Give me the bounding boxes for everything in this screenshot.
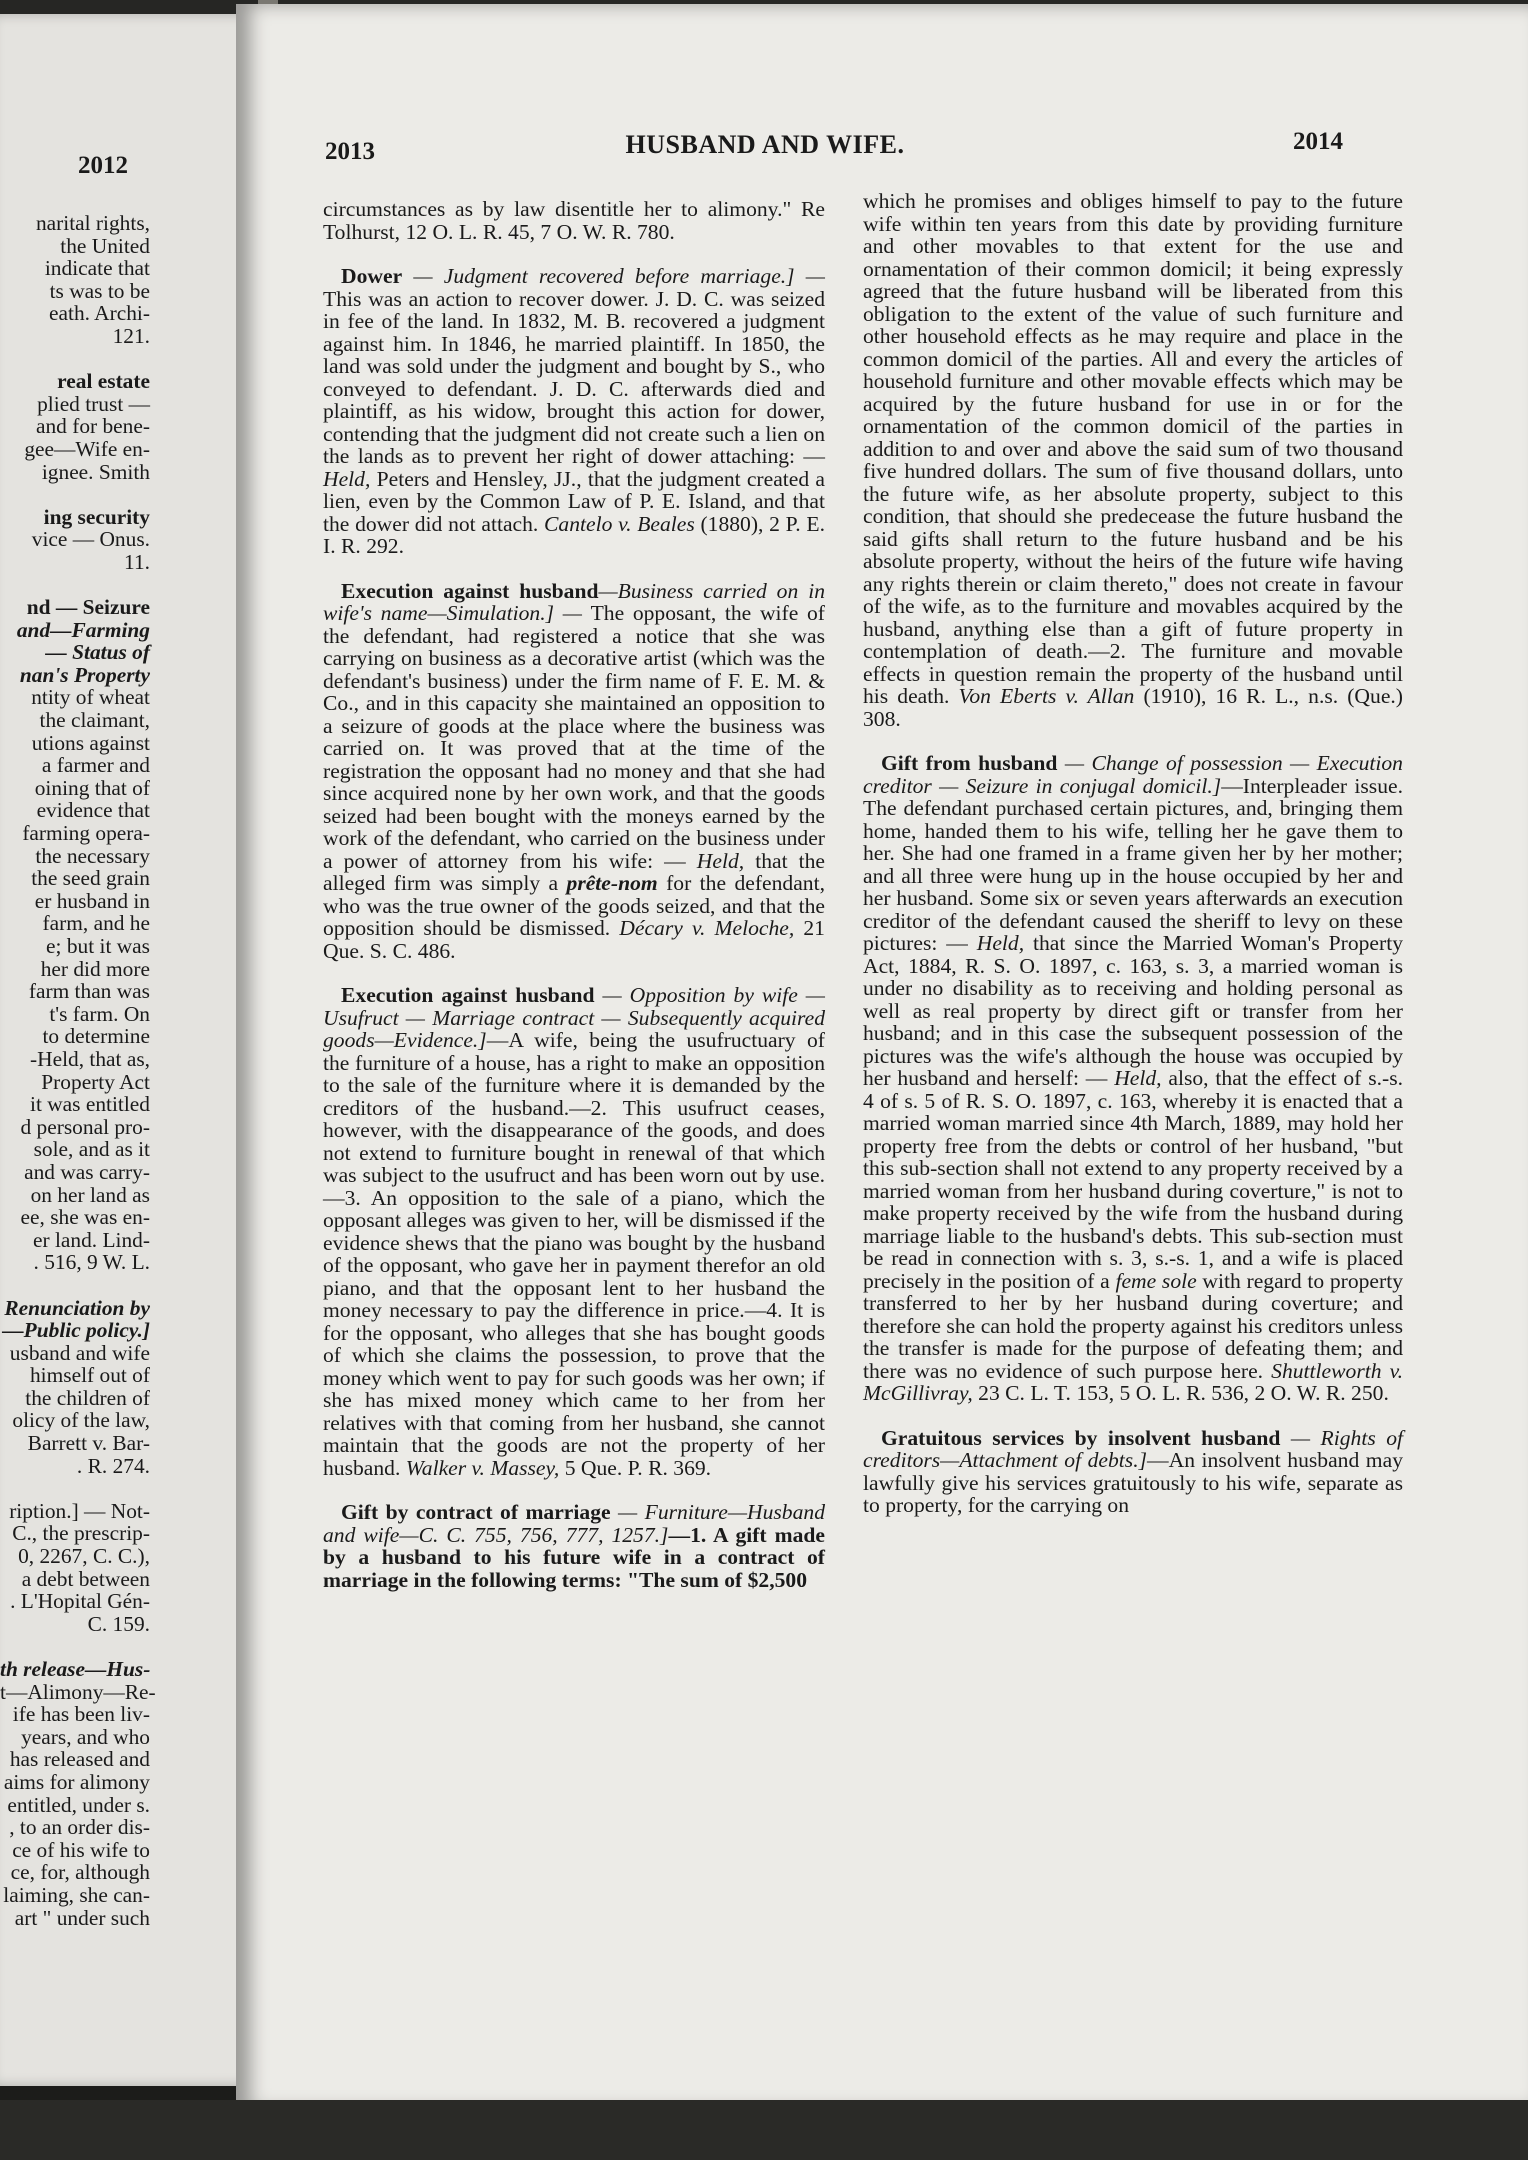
entry-body: which he promises and obliges himself to pay to the future wife within ten years from this date by providing furniture and other movables to that extent for the use and ornamentation of their common domicil; it being expressly agreed that the future husband will be liberated from this obligation to the extent of the value of such furniture and other household effects as he may require and place in the common domicil of the parties. All and every the articles of household furniture and other movable effects which may be acquired by the future husband for use in or for the ornamentation of the common domicil of the parties in addition to and over and above the said sum of two thousand five hundred dollars. The sum of five thousand dollars, unto the future wife, as her absolute property, subject to this condition, that should she predecease the future husband the said gifts shall return to the future husband and be his absolute property, without the heirs of the future wife having any rights therein or claim thereto," does not create in favour of the wife, as to the furniture and movables acquired by the husband, anything else than a gift of future property in contemplation of death.—2. The furniture and movable effects in question remain the property of the husband until his death. [863,189,1403,708]
citation-reference: 21 Que. S. C. 486. [323,916,825,963]
left-page-line: art " under such [14,1905,150,1930]
entry-body: also, that the effect of s.-s. 4 of s. 5 of R. S. O. 1897, c. 163, whereby it is enacted that a married woman married since 4th March, 1889, may hold her property free from the debts or control of her husband, "but this sub-section shall not extend to any property received by a married woman from her husband during coverture," is not to make property received by the wife from the husband during marriage liable to the husband's debts. This sub-section must be read in connection with s. 3, s.-s. 1, and a wife is placed precisely in the position of a [863,1066,1403,1293]
entry-body: with regard to property transferred to her by her husband during coverture; and therefore she can hold the property against his creditors unless the transfer is made for the purpose of defeating them; and there was no evidence of such purpose here. [863,1268,1403,1383]
citation-reference: 23 C. L. T. 153, 5 O. L. R. 536, 2 O. W. R. 250. [972,1381,1389,1405]
held-label: Held, [696,848,745,873]
entry-heading: Dower [341,264,403,288]
line-spacer [0,1274,150,1297]
entry-dower [323,265,825,558]
left-page-line: ife has been liv- [12,1702,150,1727]
left-page-line: . L'Hopital Gén- [10,1589,150,1614]
left-page-line: himself out of [29,1363,150,1388]
entry-subheading: —Business carried on in wife's name—Simulation.] — [323,578,825,625]
left-page-line: oining that of [34,775,150,800]
entry-subheading: — Rights of creditors—Attachment of debts.] [863,1425,1403,1472]
left-page-line: ts was to be [49,278,150,303]
left-page-line: real estate [57,369,150,394]
page-number-2013: 2013 [325,138,375,165]
term-feme-sole: feme sole [1115,1268,1197,1293]
entry-body: This was an action to recover dower. J. D. C. was seized in fee of the land. In 1832, M. B. recovered a judgment against him. In 1846, he married plaintiff. In 1850, the land was sold under the judgment and bought by S., who conveyed to defendant. J. D. C. afterwards died and plaintiff, as his widow, brought this action for dower, contending that the judgment did not create such a lien on the lands as to prevent her right of dower attaching: — [323,286,825,468]
left-page-line: t—Alimony—Re- [0,1679,156,1704]
left-page-line: and was carry- [24,1159,150,1184]
entry-body: —A wife, being the usufructuary of the furniture of a house, has a right to make an opposition to the sale of the furniture where it is demanded by the creditors of the husband.—2. This usufruct ceases, however, with the disappearance of the goods, and does not extend to furniture bought in renewal of that which was subject to the usufruct and has been worn out by use.—3. An opposition to the sale of a piano, which the opposant alleges was given to her, will be dismissed if the evidence shews that the piano was bought by the husband of the opposant, who gave her in payment therefor an old piano, and that the opposant lent to her husband the money necessary to pay the difference in price.—4. It is for the opposant, who alleges that she has bought goods of which she claims the possession, to prove that the money which went to pay for such goods was her own; if she has mixed money which came to her from her relatives with that coming from her husband, she cannot maintain that the goods are not the property of her husband. [323,1028,825,1480]
left-page-line: a farmer and [41,753,150,778]
entry-heading: Gift from husband [881,751,1058,775]
left-page-line: indicate that [44,256,150,281]
left-page-line: ee, she was en- [20,1205,150,1230]
left-page-line: ntity of wheat [31,685,150,710]
entry-execution-against-husband-1 [323,580,825,963]
case-citation: Von Eberts v. Allan [958,684,1135,708]
left-page-line: . R. 274. [76,1453,150,1478]
left-page-line: it was entitled [30,1092,150,1117]
left-page-line: aims for alimony [3,1769,150,1794]
left-page-line: farm, and he [42,911,150,936]
entry-body: for the defendant, who was the true owner of the goods seized, and that the opposition should be dismissed. [323,871,825,940]
left-page-line: sole, and as it [33,1137,150,1162]
left-page-text-fragments [0,211,156,1930]
left-page-line: plied trust — [37,391,150,416]
scanner-bottom-edge [0,2100,1528,2160]
left-page-line: 11. [124,549,150,574]
entry-heading: Gift by contract of marriage [341,1500,611,1524]
entry-body: —An insolvent husband may lawfully give his services gratuitously to his wife, separate as to property, for the carrying on [863,1448,1403,1517]
left-page-line: -Held, that as, [30,1046,150,1071]
entry-heading: Execution against husband [341,983,595,1007]
entry-gift-from-husband [863,752,1403,1405]
line-spacer [0,1635,150,1658]
line-spacer [0,483,150,506]
left-page-line: t's farm. On [49,1001,150,1026]
left-page-line: has released and [9,1747,150,1772]
case-citation: Décary v. Meloche, [619,916,795,940]
left-page-line: d personal pro- [20,1114,150,1139]
entry-heading: Execution against husband [341,578,599,603]
entry-body: The opposant, the wife of the defendant, had registered a notice that she was carrying on business as a decorative artist (which was the defendant's business) under the firm name of F. E. M. & Co., and in this capacity she maintained an opposition to a seizure of goods at the place where the business was carried on. It was proved that at the time of the registration the opposant had no money and that she had since acquired none by her own work, and that the goods seized had been bought with the moneys earned by the work of the defendant, who carried on the business under a power of attorney from his wife: — [323,601,825,873]
text-column-1 [323,198,825,1591]
left-page-line: Barrett v. Bar- [27,1431,150,1456]
left-page-line: e; but it was [46,934,150,958]
entry-gift-by-contract-of-marriage [323,1501,825,1591]
left-page-line: usband and wife [9,1340,150,1365]
left-page-line: and for bene- [35,414,150,439]
entry-body: —Interpleader issue. The defendant purchased certain pictures, and, bringing them home, handed them to his wife, telling her he gave them to her. She had one framed in a frame given her by her mother; and all three were hung up in the house occupied by her and her husband. Some six or seven years afterwards an execution creditor of the defendant caused the sheriff to levy on these pictures: — [863,773,1403,955]
left-page-line: on her land as [30,1182,150,1207]
left-page-line: ce, for, although [10,1860,150,1885]
left-page-line: nan's Property [19,662,150,687]
entry-subheading: — Judgment recovered before marriage.] — [402,264,825,288]
left-page-line: to determine [42,1024,150,1049]
entry-body: that since the Married Woman's Property Act, 1884, R. S. O. 1897, c. 163, s. 3, a married woman is under no disability as to receiving and holding personal as well as real property by direct gift or transfer from her husband; and in this case the subsequent possession of the pictures was the wife's although the house was occupied by her husband and herself: — [863,931,1404,1090]
entry-body: Peters and Hensley, JJ., that the judgment created a lien, even by the Common Law of P. E. Island, and that the dower did not attach. [323,466,825,536]
line-spacer [0,574,150,597]
entry-subheading: — Opposition by wife — Usufruct — Marriage contract — Subsequently acquired goods—Evidence.] [323,983,825,1052]
left-page-line: ription.] — Not- [9,1498,150,1523]
left-page-line: , to an order dis- [9,1815,150,1840]
held-label: Held, [976,931,1025,955]
left-page-line: th release—Hus- [0,1657,151,1681]
left-page-line: evidence that [36,798,150,823]
entry-subheading: — Furniture—Husband and wife—C. C. 755, 756, 777, 1257.] [323,1500,825,1547]
left-page-line: and—Farming [16,617,150,642]
paragraph-continuation [863,190,1403,730]
left-page-line: utions against [31,730,150,755]
left-page-line: gee—Wife en- [24,436,150,461]
page-number-2014: 2014 [1293,128,1343,155]
left-page-line: years, and who [21,1724,150,1749]
term-prete-nom: prête-nom [566,871,658,895]
paragraph-continuation: circumstances as by law disentitle her to alimony." Re Tolhurst, 12 O. L. R. 45, 7 O. W. R. 780. [323,197,825,244]
entry-body: —1. A gift made by a husband to his future wife in a contract of marriage in the following terms: "The sum of $2,500 [323,1522,825,1592]
citation-reference: 5 Que. P. R. 369. [559,1455,712,1480]
entry-gratuitous-services [863,1427,1403,1517]
left-page-line: —Public policy.] [2,1318,150,1343]
left-page-line: olicy of the law, [12,1408,150,1433]
left-page-line: C. 159. [87,1611,150,1636]
left-page [0,14,262,2086]
left-page-line: a debt between [21,1566,150,1591]
left-page-line: entitled, under s. [7,1792,150,1817]
left-page-line: vice — Onus. [31,527,150,552]
left-page-line: ce of his wife to [12,1837,150,1862]
left-page-line: ignee. Smith [41,459,150,484]
text-column-2 [863,190,1403,1517]
left-page-line: Property Act [41,1069,150,1094]
left-page-line: farming opera- [22,821,150,846]
left-page-line: the claimant, [39,708,150,733]
left-page-line: er husband in [34,888,150,913]
left-page-line: the necessary [35,843,150,868]
line-spacer [0,1477,150,1500]
left-page-line: — Status of [45,640,150,665]
left-page-line: . 516, 9 W. L. [33,1250,150,1275]
left-page-line: laiming, she can- [3,1882,150,1907]
left-page-line: Renunciation by [4,1295,150,1320]
entry-heading: Gratuitous services by insolvent husband [881,1425,1281,1450]
left-page-line: nd — Seizure [26,595,150,620]
entry-execution-against-husband-2 [323,984,825,1479]
left-page-line: her did more [40,956,150,981]
page-number-left-page: 2012 [78,152,128,179]
citation-reference: (1880), 2 P. E. I. R. 292. [323,511,825,558]
left-page-line: er land. Lind- [32,1227,150,1252]
entry-subheading: — Change of possession — Execution creditor — Seizure in conjugal domicil.] [863,751,1403,798]
left-page-line: the United [60,233,150,258]
line-spacer [0,348,150,371]
held-label: Held, [1114,1066,1162,1090]
case-citation: Walker v. Massey, [405,1455,560,1480]
left-page-line: the seed grain [31,866,150,891]
running-head: HUSBAND AND WIFE. [625,130,905,159]
left-page-line: eath. Archi- [49,301,150,326]
left-page-line: farm than was [28,979,150,1004]
left-page-line: the children of [25,1385,150,1410]
case-citation: Shuttleworth v. McGillivray, [863,1358,1403,1405]
citation-reference: (1910), 16 R. L., n.s. (Que.) 308. [863,684,1403,731]
left-page-line: 121. [112,323,150,348]
left-page-line: 0, 2267, C. C.), [18,1544,150,1569]
left-page-line: C., the prescrip- [12,1521,150,1546]
held-label: Held, [323,466,371,491]
entry-body: that the alleged firm was simply a [323,848,826,895]
left-page-line: ing security [43,504,150,529]
left-page-line: narital rights, [35,211,150,235]
case-citation: Cantelo v. Beales [544,511,695,536]
